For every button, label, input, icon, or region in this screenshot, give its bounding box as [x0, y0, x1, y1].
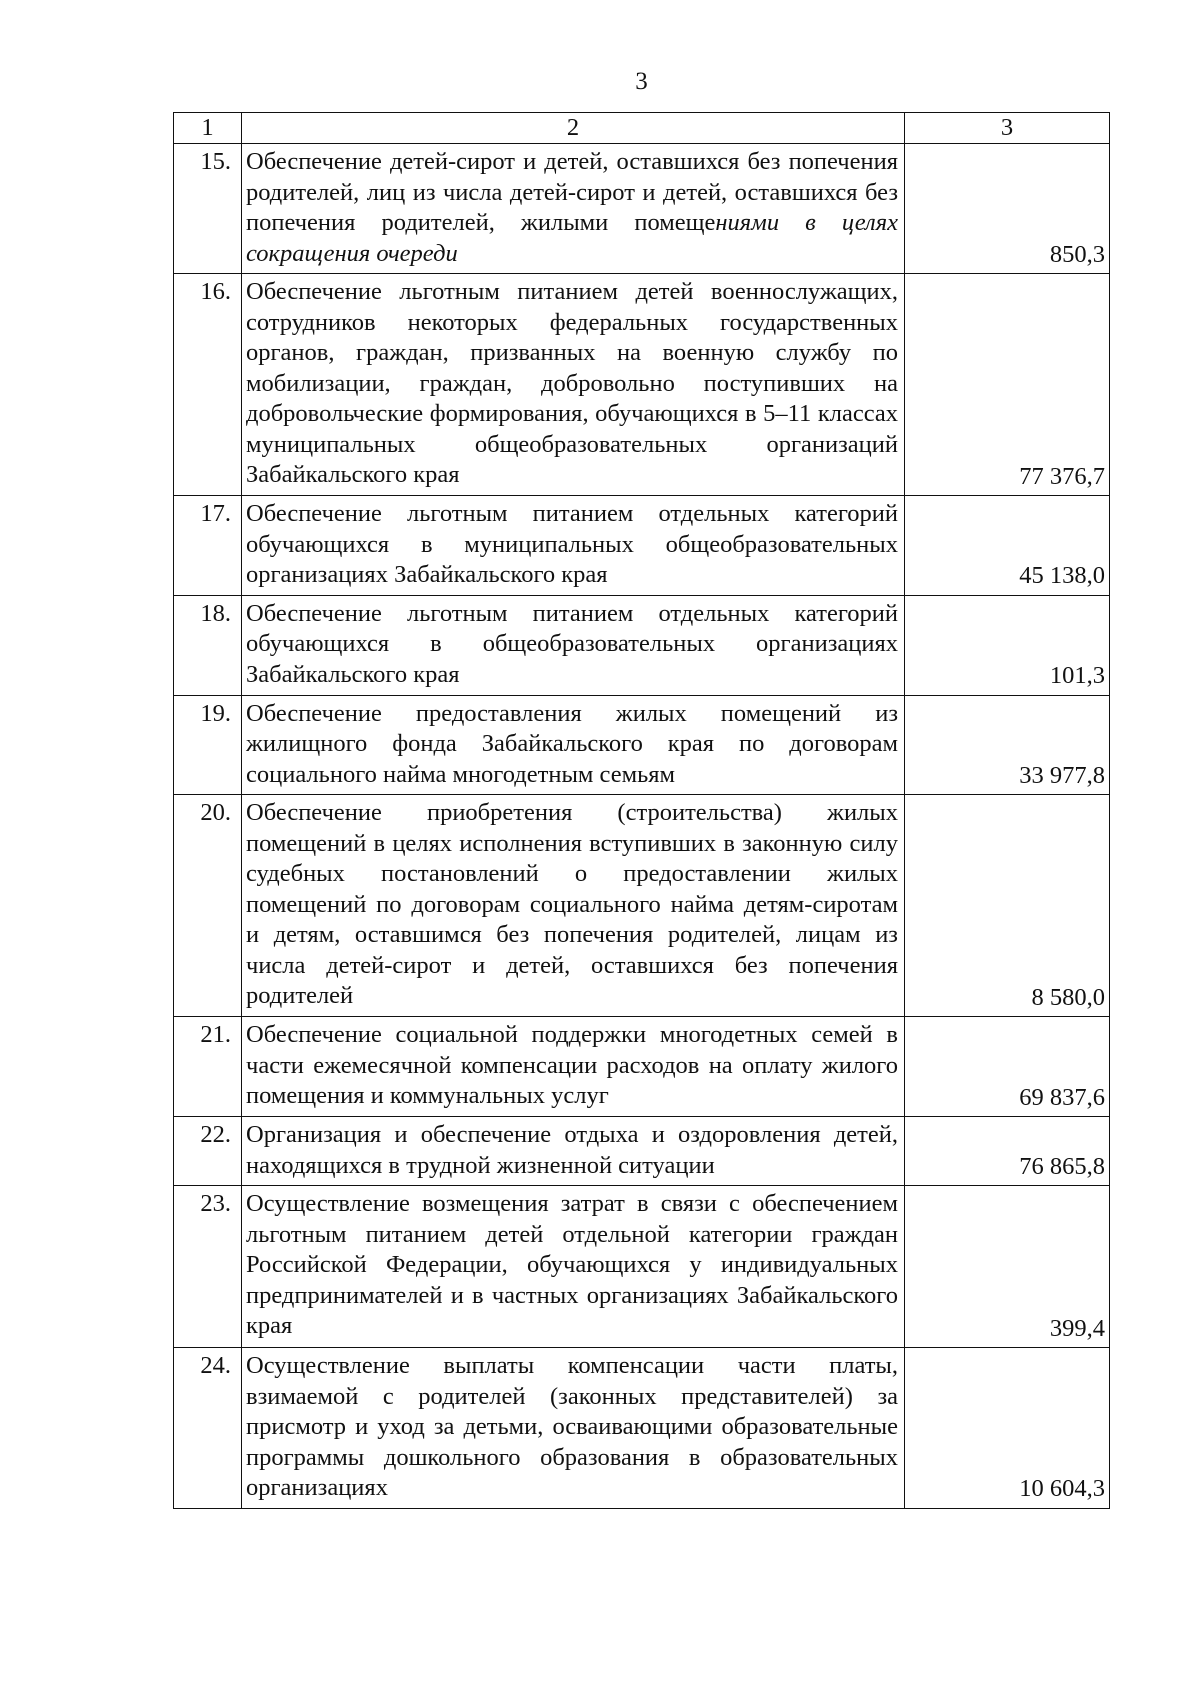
row-description: Осуществление возмещения затрат в связи с обеспечением льготным питанием детей отдельной категории граждан Российской Федерации, обучающихся у индивидуальных предпринимателей и в частных организациях Забайкальского края	[242, 1186, 905, 1348]
row-amount: 850,3	[905, 144, 1110, 274]
row-description: Обеспечение социальной поддержки многодетных семей в части ежемесячной компенсации расходов на оплату жилого помещения и коммунальных услуг	[242, 1017, 905, 1117]
table-row	[174, 274, 1110, 496]
row-description: Обеспечение льготным питанием отдельных категорий обучающихся в муниципальных общеобразовательных организациях Забайкальского края	[242, 496, 905, 596]
table-header-row	[174, 113, 1110, 144]
row-number: 21.	[174, 1017, 242, 1117]
row-number: 20.	[174, 795, 242, 1017]
table-row	[174, 1017, 1110, 1117]
row-description: Обеспечение льготным питанием отдельных категорий обучающихся в общеобразовательных организациях Забайкальского края	[242, 595, 905, 695]
header-cell-amount: 3	[905, 113, 1110, 144]
table-row	[174, 695, 1110, 795]
table-row	[174, 1117, 1110, 1186]
table-row	[174, 795, 1110, 1017]
row-number: 24.	[174, 1348, 242, 1509]
row-description: Обеспечение льготным питанием детей военнослужащих, сотрудников некоторых федеральных государственных органов, граждан, призванных на военную службу по мобилизации, граждан, добровольно поступивших на добровольческие формирования, обучающихся в 5–11 классах муниципальных общеобразовательных организаций Забайкальского края	[242, 274, 905, 496]
row-number: 16.	[174, 274, 242, 496]
table-row	[174, 144, 1110, 274]
table-row	[174, 595, 1110, 695]
row-number: 17.	[174, 496, 242, 596]
table-row	[174, 496, 1110, 596]
row-number: 18.	[174, 595, 242, 695]
row-amount: 33 977,8	[905, 695, 1110, 795]
row-amount: 69 837,6	[905, 1017, 1110, 1117]
row-description: Организация и обеспечение отдыха и оздоровления детей, находящихся в трудной жизненной ситуации	[242, 1117, 905, 1186]
row-description: Осуществление выплаты компенсации части платы, взимаемой с родителей (законных представителей) за присмотр и уход за детьми, осваивающими образовательные программы дошкольного образования в образовательных организациях	[242, 1348, 905, 1509]
header-cell-number: 1	[174, 113, 242, 144]
row-description: Обеспечение детей-сирот и детей, оставшихся без попечения родителей, лиц из числа детей-сирот и детей, оставшихся без попечения родителей, жилыми помещениями в целях сокращения очереди	[242, 144, 905, 274]
row-amount: 77 376,7	[905, 274, 1110, 496]
table-row	[174, 1186, 1110, 1348]
row-amount: 76 865,8	[905, 1117, 1110, 1186]
table-row	[174, 1348, 1110, 1509]
row-description: Обеспечение приобретения (строительства) жилых помещений в целях исполнения вступивших в законную силу судебных постановлений о предоставлении жилых помещений по договорам социального найма детям-сиротам и детям, оставшимся без попечения родителей, лицам из числа детей-сирот и детей, оставшихся без попечения родителей	[242, 795, 905, 1017]
row-number: 19.	[174, 695, 242, 795]
header-cell-description: 2	[242, 113, 905, 144]
row-amount: 8 580,0	[905, 795, 1110, 1017]
row-number: 15.	[174, 144, 242, 274]
row-amount: 10 604,3	[905, 1348, 1110, 1509]
page-number: 3	[635, 68, 648, 95]
row-number: 23.	[174, 1186, 242, 1348]
row-number: 22.	[174, 1117, 242, 1186]
row-description: Обеспечение предоставления жилых помещений из жилищного фонда Забайкальского края по договорам социального найма многодетным семьям	[242, 695, 905, 795]
row-amount: 399,4	[905, 1186, 1110, 1348]
row-amount: 101,3	[905, 595, 1110, 695]
row-amount: 45 138,0	[905, 496, 1110, 596]
allocation-table	[173, 112, 1110, 1509]
